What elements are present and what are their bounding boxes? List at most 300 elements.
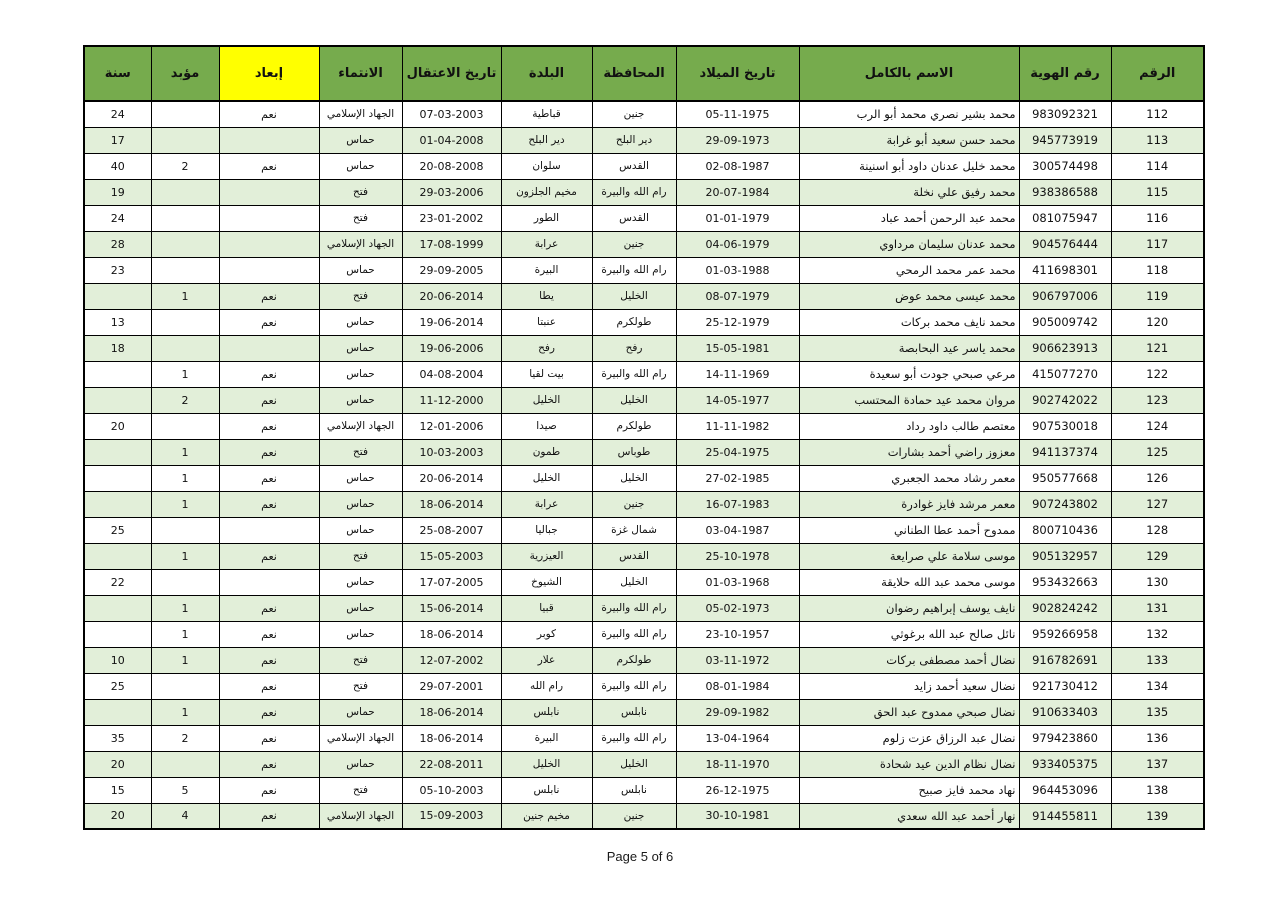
cell-arrest: 11-12-2000 [402,387,501,413]
cell-deport [219,257,319,283]
cell-town: الطور [501,205,592,231]
cell-id: 415077270 [1019,361,1111,387]
cell-id: 945773919 [1019,127,1111,153]
cell-town: يطا [501,283,592,309]
cell-affiliation: حماس [319,257,402,283]
cell-name: محمد بشير نصري محمد أبو الرب [799,101,1019,127]
cell-town: كوبر [501,621,592,647]
cell-arrest: 15-09-2003 [402,803,501,829]
cell-years: 10 [84,647,151,673]
cell-arrest: 15-06-2014 [402,595,501,621]
column-header-town: البلدة [501,46,592,101]
cell-arrest: 04-08-2004 [402,361,501,387]
cell-life [151,231,219,257]
cell-deport: نعم [219,725,319,751]
cell-id: 983092321 [1019,101,1111,127]
cell-affiliation: حماس [319,309,402,335]
cell-life: 1 [151,621,219,647]
cell-governorate: شمال غزة [592,517,676,543]
cell-name: نهار أحمد عبد الله سعدي [799,803,1019,829]
cell-num: 119 [1111,283,1204,309]
cell-affiliation: فتح [319,543,402,569]
table-row [84,387,1204,413]
column-header-full-name: الاسم بالكامل [799,46,1019,101]
cell-years: 19 [84,179,151,205]
cell-life [151,413,219,439]
cell-name: مروان محمد عيد حمادة المحتسب [799,387,1019,413]
cell-id: 916782691 [1019,647,1111,673]
cell-town: نابلس [501,699,592,725]
cell-affiliation: حماس [319,517,402,543]
table-row [84,569,1204,595]
cell-governorate: جنين [592,803,676,829]
cell-governorate: رام الله والبيرة [592,621,676,647]
cell-arrest: 18-06-2014 [402,491,501,517]
cell-birth: 20-07-1984 [676,179,799,205]
cell-id: 902742022 [1019,387,1111,413]
cell-id: 081075947 [1019,205,1111,231]
cell-governorate: طولكرم [592,647,676,673]
cell-life: 1 [151,439,219,465]
cell-id: 906623913 [1019,335,1111,361]
cell-arrest: 15-05-2003 [402,543,501,569]
cell-affiliation: حماس [319,127,402,153]
cell-governorate: الخليل [592,751,676,777]
cell-deport [219,127,319,153]
cell-governorate: جنين [592,231,676,257]
cell-birth: 26-12-1975 [676,777,799,803]
cell-name: محمد عيسى محمد عوض [799,283,1019,309]
cell-affiliation: فتح [319,673,402,699]
cell-town: البيرة [501,257,592,283]
cell-num: 133 [1111,647,1204,673]
cell-years [84,491,151,517]
table-row [84,491,1204,517]
table-row [84,465,1204,491]
table-row [84,647,1204,673]
cell-town: بيت لقيا [501,361,592,387]
cell-deport: نعم [219,101,319,127]
cell-years: 18 [84,335,151,361]
cell-life: 1 [151,283,219,309]
cell-birth: 11-11-1982 [676,413,799,439]
cell-affiliation: حماس [319,569,402,595]
cell-life: 5 [151,777,219,803]
cell-life: 1 [151,465,219,491]
cell-deport: نعم [219,777,319,803]
cell-town: الشيوخ [501,569,592,595]
cell-years [84,595,151,621]
cell-num: 121 [1111,335,1204,361]
cell-affiliation: حماس [319,361,402,387]
cell-years: 25 [84,673,151,699]
column-header-governorate: المحافظة [592,46,676,101]
cell-affiliation: حماس [319,387,402,413]
cell-life [151,179,219,205]
cell-id: 979423860 [1019,725,1111,751]
cell-name: محمد حسن سعيد أبو غرابة [799,127,1019,153]
cell-years: 40 [84,153,151,179]
table-row [84,673,1204,699]
cell-governorate: رفح [592,335,676,361]
cell-name: محمد عدنان سليمان مرداوي [799,231,1019,257]
cell-life: 1 [151,595,219,621]
cell-num: 124 [1111,413,1204,439]
cell-deport [219,517,319,543]
cell-id: 800710436 [1019,517,1111,543]
cell-arrest: 20-06-2014 [402,283,501,309]
cell-birth: 27-02-1985 [676,465,799,491]
column-header-affiliation: الانتماء [319,46,402,101]
cell-id: 938386588 [1019,179,1111,205]
cell-deport: نعم [219,699,319,725]
cell-name: نهاد محمد فايز صبيح [799,777,1019,803]
cell-town: جباليا [501,517,592,543]
cell-name: نضال نظام الدين عيد شحادة [799,751,1019,777]
cell-years: 15 [84,777,151,803]
cell-name: نضال سعيد أحمد زايد [799,673,1019,699]
cell-name: معزوز راضي أحمد بشارات [799,439,1019,465]
cell-affiliation: فتح [319,439,402,465]
cell-name: محمد عمر محمد الرمحي [799,257,1019,283]
cell-governorate: القدس [592,543,676,569]
cell-governorate: الخليل [592,283,676,309]
cell-town: الخليل [501,387,592,413]
cell-id: 411698301 [1019,257,1111,283]
cell-num: 137 [1111,751,1204,777]
cell-name: محمد خليل عدنان داود أبو اسنينة [799,153,1019,179]
cell-years: 24 [84,205,151,231]
cell-governorate: طولكرم [592,309,676,335]
table-row [84,309,1204,335]
prisoners-table [83,45,1205,830]
cell-years: 35 [84,725,151,751]
cell-deport: نعم [219,153,319,179]
cell-life: 1 [151,543,219,569]
cell-life [151,205,219,231]
table-row [84,439,1204,465]
cell-arrest: 18-06-2014 [402,699,501,725]
cell-arrest: 23-01-2002 [402,205,501,231]
cell-birth: 08-07-1979 [676,283,799,309]
cell-arrest: 29-03-2006 [402,179,501,205]
cell-num: 139 [1111,803,1204,829]
cell-arrest: 01-04-2008 [402,127,501,153]
cell-affiliation: حماس [319,699,402,725]
cell-birth: 25-12-1979 [676,309,799,335]
cell-affiliation: حماس [319,465,402,491]
cell-id: 941137374 [1019,439,1111,465]
table-row [84,153,1204,179]
cell-birth: 25-10-1978 [676,543,799,569]
cell-birth: 15-05-1981 [676,335,799,361]
cell-life: 2 [151,153,219,179]
cell-num: 128 [1111,517,1204,543]
cell-deport: نعم [219,361,319,387]
cell-num: 117 [1111,231,1204,257]
cell-life [151,257,219,283]
cell-town: طمون [501,439,592,465]
cell-num: 120 [1111,309,1204,335]
cell-years: 13 [84,309,151,335]
cell-birth: 01-03-1988 [676,257,799,283]
table-row [84,335,1204,361]
cell-deport: نعم [219,413,319,439]
table-row [84,231,1204,257]
cell-id: 950577668 [1019,465,1111,491]
table-body [84,101,1204,829]
cell-name: موسى سلامة علي صرايعة [799,543,1019,569]
cell-deport: نعم [219,465,319,491]
cell-governorate: الخليل [592,569,676,595]
cell-years [84,543,151,569]
cell-town: العيزرية [501,543,592,569]
cell-affiliation: فتح [319,647,402,673]
cell-years: 20 [84,751,151,777]
column-header-life-sentence: مؤبد [151,46,219,101]
cell-deport: نعم [219,595,319,621]
column-header-number: الرقم [1111,46,1204,101]
cell-town: البيرة [501,725,592,751]
column-header-arrest-date: تاريخ الاعتقال [402,46,501,101]
cell-deport: نعم [219,283,319,309]
cell-num: 134 [1111,673,1204,699]
cell-num: 116 [1111,205,1204,231]
cell-num: 112 [1111,101,1204,127]
cell-affiliation: الجهاد الإسلامي [319,803,402,829]
cell-life [151,751,219,777]
cell-birth: 29-09-1982 [676,699,799,725]
cell-name: مرعي صبحي جودت أبو سعيدة [799,361,1019,387]
cell-arrest: 20-06-2014 [402,465,501,491]
cell-governorate: طولكرم [592,413,676,439]
cell-num: 113 [1111,127,1204,153]
cell-birth: 16-07-1983 [676,491,799,517]
cell-years [84,621,151,647]
cell-affiliation: حماس [319,595,402,621]
cell-name: معتصم طالب داود رداد [799,413,1019,439]
cell-arrest: 05-10-2003 [402,777,501,803]
cell-name: موسى محمد عبد الله حلايقة [799,569,1019,595]
table-row [84,595,1204,621]
cell-name: معمر مرشد فايز غوادرة [799,491,1019,517]
cell-life [151,127,219,153]
cell-years: 17 [84,127,151,153]
cell-town: دير البلح [501,127,592,153]
table-row [84,283,1204,309]
cell-num: 136 [1111,725,1204,751]
cell-deport: نعم [219,751,319,777]
cell-affiliation: الجهاد الإسلامي [319,101,402,127]
cell-years [84,439,151,465]
cell-years: 20 [84,803,151,829]
cell-life: 1 [151,647,219,673]
cell-years: 20 [84,413,151,439]
cell-num: 126 [1111,465,1204,491]
cell-town: صيدا [501,413,592,439]
cell-birth: 02-08-1987 [676,153,799,179]
cell-affiliation: فتح [319,777,402,803]
cell-id: 904576444 [1019,231,1111,257]
cell-life: 2 [151,725,219,751]
cell-life [151,673,219,699]
cell-id: 905132957 [1019,543,1111,569]
cell-num: 131 [1111,595,1204,621]
table-row [84,803,1204,829]
cell-years: 22 [84,569,151,595]
column-header-years: سنة [84,46,151,101]
cell-years: 24 [84,101,151,127]
cell-num: 127 [1111,491,1204,517]
table-row [84,621,1204,647]
cell-birth: 14-11-1969 [676,361,799,387]
cell-birth: 04-06-1979 [676,231,799,257]
table-row [84,751,1204,777]
cell-id: 959266958 [1019,621,1111,647]
cell-name: نضال عبد الرزاق عزت زلوم [799,725,1019,751]
table-row [84,101,1204,127]
cell-birth: 08-01-1984 [676,673,799,699]
cell-town: عرابة [501,491,592,517]
cell-governorate: طوباس [592,439,676,465]
cell-years: 25 [84,517,151,543]
cell-governorate: رام الله والبيرة [592,673,676,699]
cell-birth: 03-04-1987 [676,517,799,543]
cell-id: 902824242 [1019,595,1111,621]
cell-town: الخليل [501,751,592,777]
cell-arrest: 19-06-2014 [402,309,501,335]
cell-deport [219,231,319,257]
cell-id: 964453096 [1019,777,1111,803]
cell-birth: 14-05-1977 [676,387,799,413]
cell-town: عنبتا [501,309,592,335]
cell-arrest: 17-07-2005 [402,569,501,595]
cell-birth: 18-11-1970 [676,751,799,777]
cell-affiliation: فتح [319,205,402,231]
cell-id: 953432663 [1019,569,1111,595]
cell-id: 914455811 [1019,803,1111,829]
cell-id: 910633403 [1019,699,1111,725]
cell-governorate: نابلس [592,777,676,803]
cell-deport: نعم [219,673,319,699]
cell-affiliation: فتح [319,283,402,309]
cell-name: ممدوح أحمد عطا الطناني [799,517,1019,543]
table-row [84,257,1204,283]
cell-town: علار [501,647,592,673]
cell-life: 2 [151,387,219,413]
cell-town: مخيم الجلزون [501,179,592,205]
cell-affiliation: حماس [319,153,402,179]
cell-affiliation: الجهاد الإسلامي [319,725,402,751]
cell-life [151,569,219,595]
cell-town: نابلس [501,777,592,803]
table-row [84,699,1204,725]
cell-name: نائل صالح عبد الله برغوثي [799,621,1019,647]
cell-years: 23 [84,257,151,283]
cell-governorate: القدس [592,205,676,231]
cell-life: 1 [151,491,219,517]
cell-life [151,309,219,335]
cell-id: 933405375 [1019,751,1111,777]
cell-birth: 23-10-1957 [676,621,799,647]
cell-affiliation: حماس [319,751,402,777]
cell-birth: 13-04-1964 [676,725,799,751]
table-row [84,725,1204,751]
cell-num: 138 [1111,777,1204,803]
cell-deport [219,569,319,595]
cell-town: سلوان [501,153,592,179]
cell-name: نضال صبحي ممدوح عبد الحق [799,699,1019,725]
table-row [84,413,1204,439]
column-header-id-number: رقم الهوية [1019,46,1111,101]
cell-arrest: 20-08-2008 [402,153,501,179]
cell-arrest: 18-06-2014 [402,725,501,751]
cell-life [151,517,219,543]
cell-arrest: 07-03-2003 [402,101,501,127]
cell-id: 921730412 [1019,673,1111,699]
cell-birth: 05-11-1975 [676,101,799,127]
cell-num: 125 [1111,439,1204,465]
cell-deport [219,335,319,361]
cell-id: 905009742 [1019,309,1111,335]
cell-life [151,101,219,127]
cell-birth: 01-03-1968 [676,569,799,595]
cell-num: 118 [1111,257,1204,283]
table-row [84,361,1204,387]
cell-life: 1 [151,361,219,387]
cell-name: نايف يوسف إبراهيم رضوان [799,595,1019,621]
cell-id: 907243802 [1019,491,1111,517]
cell-years [84,387,151,413]
page-number-footer: Page 5 of 6 [606,849,674,864]
cell-governorate: جنين [592,491,676,517]
cell-governorate: نابلس [592,699,676,725]
cell-deport [219,205,319,231]
cell-id: 300574498 [1019,153,1111,179]
cell-deport: نعم [219,543,319,569]
cell-num: 115 [1111,179,1204,205]
cell-num: 130 [1111,569,1204,595]
table-row [84,543,1204,569]
cell-town: رام الله [501,673,592,699]
cell-town: رفح [501,335,592,361]
cell-num: 123 [1111,387,1204,413]
cell-years [84,465,151,491]
cell-name: محمد عبد الرحمن أحمد عباد [799,205,1019,231]
cell-governorate: الخليل [592,465,676,491]
cell-affiliation: الجهاد الإسلامي [319,413,402,439]
cell-num: 135 [1111,699,1204,725]
cell-life: 4 [151,803,219,829]
column-header-deportation: إبعاد [219,46,319,101]
cell-num: 114 [1111,153,1204,179]
cell-governorate: دير البلح [592,127,676,153]
table-row [84,517,1204,543]
cell-governorate: رام الله والبيرة [592,179,676,205]
cell-deport: نعم [219,647,319,673]
cell-id: 906797006 [1019,283,1111,309]
table-row [84,777,1204,803]
cell-deport: نعم [219,439,319,465]
cell-arrest: 29-07-2001 [402,673,501,699]
cell-name: معمر رشاد محمد الجعبري [799,465,1019,491]
cell-arrest: 12-01-2006 [402,413,501,439]
cell-deport [219,179,319,205]
cell-life [151,335,219,361]
cell-town: قبيا [501,595,592,621]
cell-deport: نعم [219,387,319,413]
cell-governorate: رام الله والبيرة [592,257,676,283]
